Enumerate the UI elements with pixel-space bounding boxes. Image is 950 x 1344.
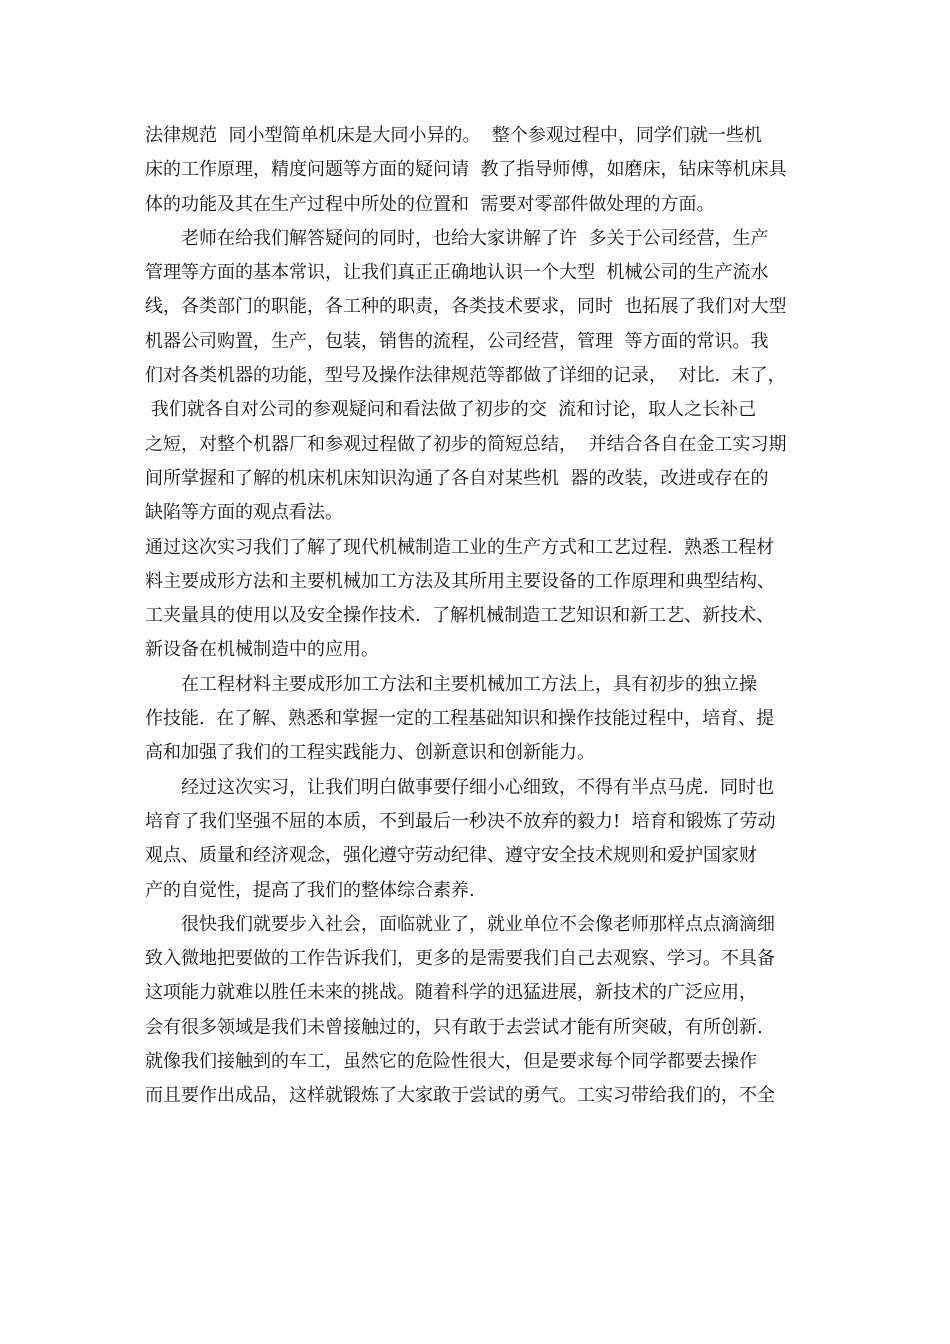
- text-line: 作技能. 在了解、熟悉和掌握一定的工程基础知识和操作技能过程中，培育、提: [145, 708, 775, 730]
- text-line: 通过这次实习我们了解了现代机械制造工业的生产方式和工艺过程. 熟悉工程材: [145, 536, 775, 558]
- paragraph-4: [145, 668, 825, 771]
- text-line: 床的工作原理，精度问题等方面的疑问请 教了指导师傅，如磨床，钻床等机床具: [145, 159, 787, 181]
- text-line: 体的功能及其在生产过程中所处的位置和 需要对零部件做处理的方面。: [145, 193, 715, 215]
- text-line: 新设备在机械制造中的应用。: [145, 639, 379, 661]
- text-line: 高和加强了我们的工程实践能力、创新意识和创新能力。: [145, 742, 595, 764]
- text-line: 观点、质量和经济观念，强化遵守劳动纪律、遵守安全技术规则和爱护国家财: [145, 845, 757, 867]
- text-line: 我们就各自对公司的参观疑问和看法做了初步的交 流和讨论，取人之长补己: [145, 399, 757, 421]
- text-line: 机器公司购置，生产，包装，销售的流程，公司经营，管理 等方面的常识。我: [145, 330, 769, 352]
- text-line: 管理等方面的基本常识，让我们真正正确地认识一个大型 机械公司的生产流水: [145, 262, 769, 284]
- paragraph-5: [145, 771, 825, 908]
- text-line: 经过这次实习，让我们明白做事要仔细小心细致，不得有半点马虎. 同时也: [181, 776, 775, 798]
- text-line: 们对各类机器的功能，型号及操作法律规范等都做了详细的记录， 对比. 末了，: [145, 365, 786, 387]
- text-line: 料主要成形方法和主要机械加工方法及其所用主要设备的工作原理和典型结构、: [145, 570, 775, 592]
- text-line: 之短，对整个机器厂和参观过程做了初步的简短总结， 并结合各自在金工实习期: [145, 433, 787, 455]
- text-line: 线，各类部门的职能，各工种的职责，各类技术要求，同时 也拓展了我们对大型: [145, 296, 787, 318]
- paragraph-6: [145, 908, 825, 1114]
- text-line: 致入微地把要做的工作告诉我们，更多的是需要我们自己去观察、学习。不具备: [145, 948, 775, 970]
- text-line: 间所掌握和了解的机床机床知识沟通了各自对某些机 器的改装，改进或存在的: [145, 467, 769, 489]
- text-line: 老师在给我们解答疑问的同时，也给大家讲解了许 多关于公司经营，生产: [181, 227, 769, 249]
- paragraph-2: [145, 222, 825, 531]
- paragraph-1: [145, 119, 825, 222]
- text-line: 工夹量具的使用以及安全操作技术. 了解机械制造工艺知识和新工艺、新技术、: [145, 605, 775, 627]
- text-line: 会有很多领域是我们未曾接触过的，只有敢于去尝试才能有所突破，有所创新.: [145, 1016, 763, 1038]
- text-line: 在工程材料主要成形加工方法和主要机械加工方法上，具有初步的独立操: [181, 673, 757, 695]
- text-line: 培育了我们坚强不屈的本质，不到最后一秒决不放弃的毅力! 培育和锻炼了劳动: [145, 810, 776, 832]
- text-line: 这项能力就难以胜任未来的挑战。随着科学的迅猛进展，新技术的广泛应用，: [145, 982, 757, 1004]
- text-line: 产的自觉性，提高了我们的整体综合素养.: [145, 879, 475, 901]
- body-text: [145, 119, 825, 1114]
- text-line: 而且要作出成品，这样就锻炼了大家敢于尝试的勇气。工实习带给我们的，不全: [145, 1085, 775, 1107]
- text-line: 缺陷等方面的观点看法。: [145, 502, 343, 524]
- text-line: 就像我们接触到的车工，虽然它的危险性很大，但是要求每个同学都要去操作: [145, 1051, 757, 1073]
- paragraph-3: [145, 531, 825, 668]
- text-line: 很快我们就要步入社会，面临就业了，就业单位不会像老师那样点点滴滴细: [181, 913, 775, 935]
- text-line: 法律规范 同小型简单机床是大同小异的。 整个参观过程中，同学们就一些机: [145, 125, 762, 146]
